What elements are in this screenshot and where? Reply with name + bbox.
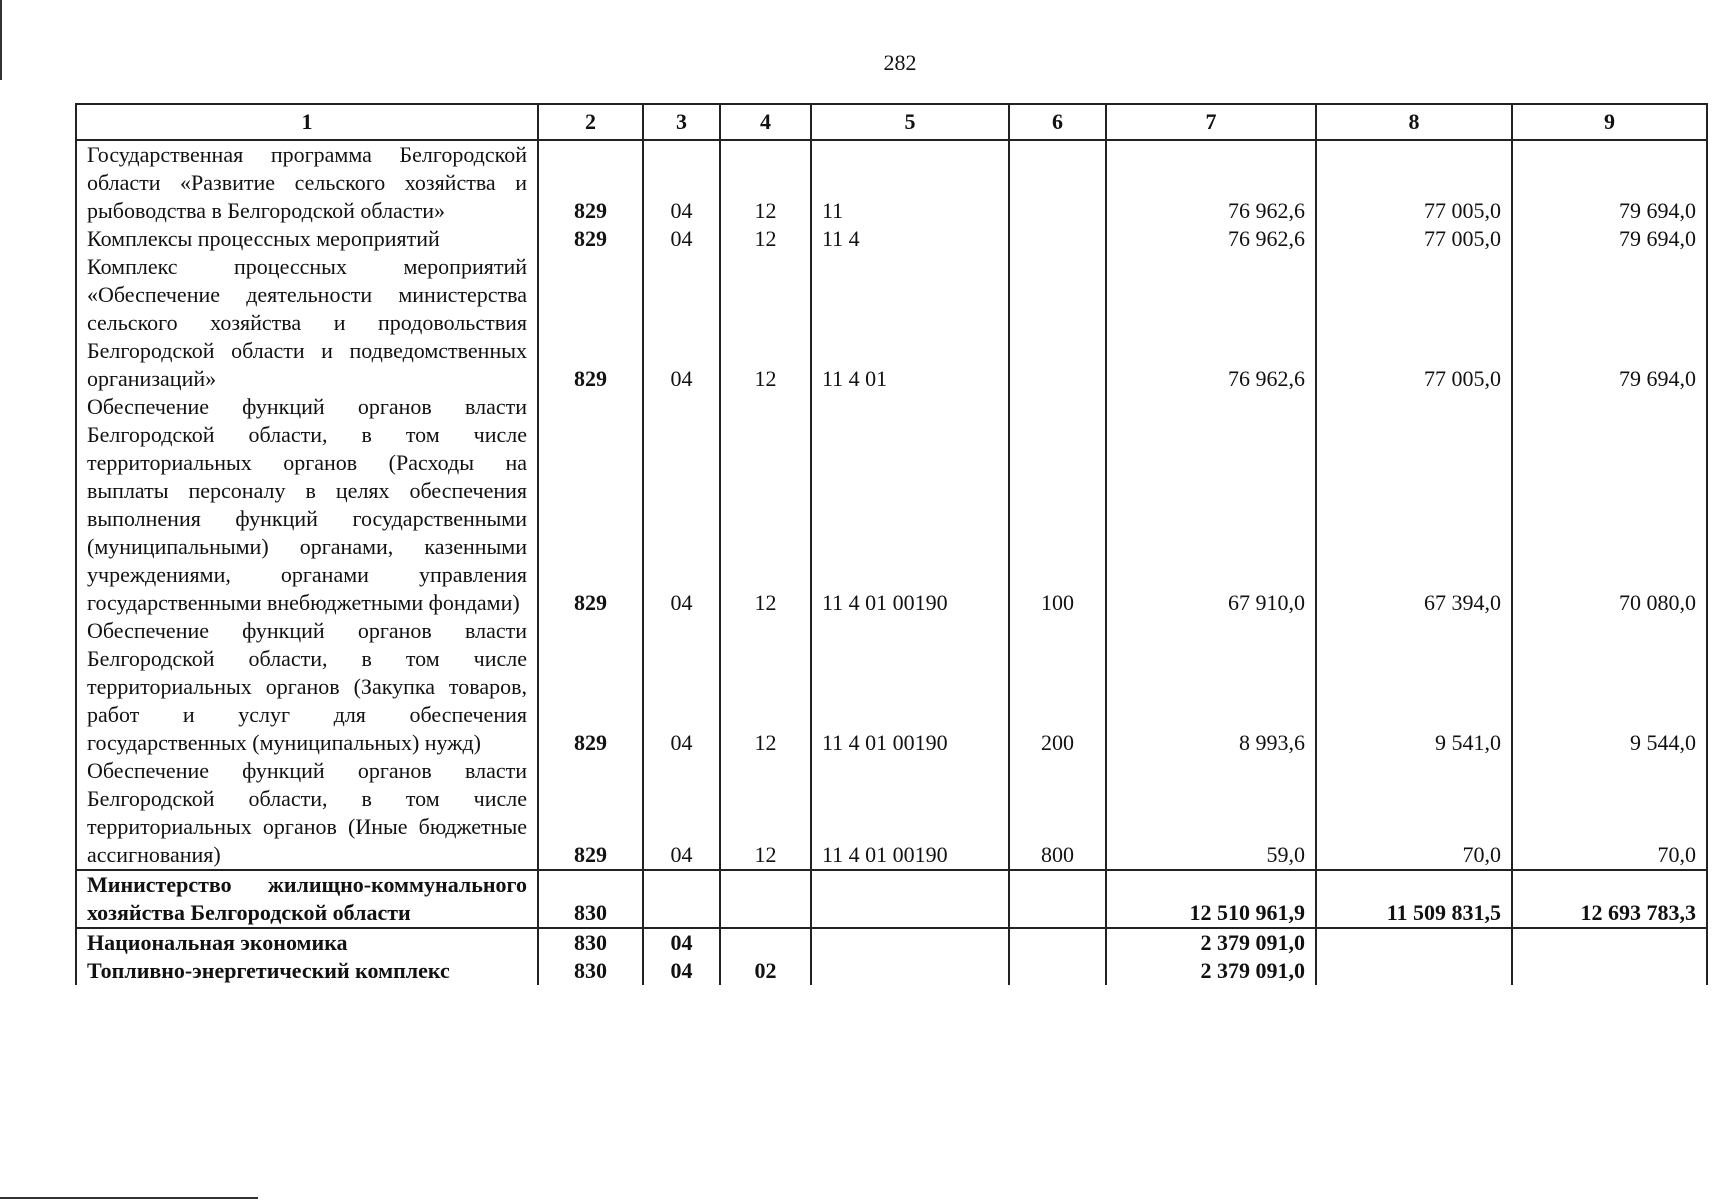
row-ministry-code: 829 <box>538 757 643 870</box>
row-expense-type-code <box>1009 140 1106 225</box>
row-expense-type-code <box>1009 225 1106 253</box>
row-subsection-code: 12 <box>720 617 811 757</box>
row-amount-col9: 70 080,0 <box>1512 393 1707 617</box>
row-amount-col9 <box>1512 928 1707 957</box>
row-ministry-code: 829 <box>538 225 643 253</box>
page-number: 282 <box>883 50 917 75</box>
column-header: 4 <box>720 104 811 140</box>
row-description: Топливно-энергетический комплекс <box>76 957 538 985</box>
row-amount-col9: 12 693 783,3 <box>1512 870 1707 928</box>
row-expense-type-code <box>1009 928 1106 957</box>
row-amount-col9: 70,0 <box>1512 757 1707 870</box>
row-target-article-code: 11 4 <box>811 225 1009 253</box>
row-subsection-code: 12 <box>720 225 811 253</box>
table-body <box>76 140 1707 985</box>
row-subsection-code: 12 <box>720 253 811 393</box>
row-amount-col8: 77 005,0 <box>1316 225 1512 253</box>
row-amount-col8: 70,0 <box>1316 757 1512 870</box>
row-section-code: 04 <box>643 253 720 393</box>
row-target-article-code <box>811 870 1009 928</box>
row-amount-col8: 9 541,0 <box>1316 617 1512 757</box>
budget-table <box>75 103 1708 985</box>
row-amount-col7: 76 962,6 <box>1106 140 1316 225</box>
row-amount-col7: 76 962,6 <box>1106 225 1316 253</box>
table-row <box>76 393 1707 617</box>
column-header: 3 <box>643 104 720 140</box>
table-row <box>76 957 1707 985</box>
row-amount-col7: 67 910,0 <box>1106 393 1316 617</box>
row-expense-type-code: 800 <box>1009 757 1106 870</box>
row-ministry-code: 830 <box>538 928 643 957</box>
row-amount-col8: 77 005,0 <box>1316 253 1512 393</box>
row-amount-col8: 67 394,0 <box>1316 393 1512 617</box>
row-amount-col8: 11 509 831,5 <box>1316 870 1512 928</box>
row-amount-col7: 2 379 091,0 <box>1106 928 1316 957</box>
table-row <box>76 225 1707 253</box>
row-description: Национальная экономика <box>76 928 538 957</box>
row-ministry-code: 830 <box>538 957 643 985</box>
row-subsection-code: 12 <box>720 393 811 617</box>
row-amount-col8 <box>1316 928 1512 957</box>
row-target-article-code: 11 <box>811 140 1009 225</box>
row-expense-type-code <box>1009 253 1106 393</box>
row-section-code: 04 <box>643 225 720 253</box>
row-target-article-code <box>811 928 1009 957</box>
row-amount-col7: 59,0 <box>1106 757 1316 870</box>
row-subsection-code: 02 <box>720 957 811 985</box>
row-section-code: 04 <box>643 393 720 617</box>
table-row <box>76 140 1707 225</box>
row-section-code: 04 <box>643 757 720 870</box>
row-ministry-code: 829 <box>538 140 643 225</box>
row-target-article-code: 11 4 01 00190 <box>811 757 1009 870</box>
row-amount-col7: 76 962,6 <box>1106 253 1316 393</box>
row-subsection-code: 12 <box>720 140 811 225</box>
row-amount-col9: 79 694,0 <box>1512 225 1707 253</box>
row-description: Обеспечение функций органов власти Белгородской области, в том числе территориальных органов (Иные бюджетные ассигнования) <box>76 757 538 870</box>
row-amount-col9 <box>1512 957 1707 985</box>
row-subsection-code: 12 <box>720 757 811 870</box>
row-section-code: 04 <box>643 140 720 225</box>
column-header: 9 <box>1512 104 1707 140</box>
column-header: 8 <box>1316 104 1512 140</box>
row-expense-type-code: 200 <box>1009 617 1106 757</box>
row-description: Комплексы процессных мероприятий <box>76 225 538 253</box>
table-header-row <box>76 104 1707 140</box>
row-expense-type-code <box>1009 870 1106 928</box>
row-amount-col8 <box>1316 957 1512 985</box>
row-expense-type-code <box>1009 957 1106 985</box>
row-description: Комплекс процессных мероприятий «Обеспечение деятельности министерства сельского хозяйства и продовольствия Белгородской области и подведомственных организаций» <box>76 253 538 393</box>
row-description: Обеспечение функций органов власти Белгородской области, в том числе территориальных органов (Закупка товаров, работ и услуг для обеспечения государственных (муниципальных) нужд) <box>76 617 538 757</box>
row-target-article-code <box>811 957 1009 985</box>
table-row <box>76 928 1707 957</box>
row-target-article-code: 11 4 01 <box>811 253 1009 393</box>
row-description: Министерство жилищно-коммунального хозяйства Белгородской области <box>76 870 538 928</box>
page-edge-mark <box>0 1197 258 1199</box>
row-description: Государственная программа Белгородской области «Развитие сельского хозяйства и рыбоводства в Белгородской области» <box>76 140 538 225</box>
row-description: Обеспечение функций органов власти Белгородской области, в том числе территориальных органов (Расходы на выплаты персоналу в целях обеспечения выполнения функций государственными (муниципальными) органами, казенными учреждениями, органами управления государственными внебюджетными фондами) <box>76 393 538 617</box>
row-ministry-code: 829 <box>538 393 643 617</box>
row-target-article-code: 11 4 01 00190 <box>811 393 1009 617</box>
table-row <box>76 870 1707 928</box>
column-header: 6 <box>1009 104 1106 140</box>
row-subsection-code <box>720 928 811 957</box>
column-header: 1 <box>76 104 538 140</box>
row-amount-col7: 2 379 091,0 <box>1106 957 1316 985</box>
row-section-code <box>643 870 720 928</box>
row-amount-col9: 9 544,0 <box>1512 617 1707 757</box>
row-amount-col7: 12 510 961,9 <box>1106 870 1316 928</box>
table-row <box>76 617 1707 757</box>
row-ministry-code: 830 <box>538 870 643 928</box>
row-section-code: 04 <box>643 617 720 757</box>
column-header: 2 <box>538 104 643 140</box>
row-subsection-code <box>720 870 811 928</box>
table-row <box>76 253 1707 393</box>
row-amount-col8: 77 005,0 <box>1316 140 1512 225</box>
row-expense-type-code: 100 <box>1009 393 1106 617</box>
row-amount-col9: 79 694,0 <box>1512 253 1707 393</box>
row-target-article-code: 11 4 01 00190 <box>811 617 1009 757</box>
row-ministry-code: 829 <box>538 617 643 757</box>
row-section-code: 04 <box>643 928 720 957</box>
table-row <box>76 757 1707 870</box>
column-header: 7 <box>1106 104 1316 140</box>
row-section-code: 04 <box>643 957 720 985</box>
row-amount-col7: 8 993,6 <box>1106 617 1316 757</box>
row-amount-col9: 79 694,0 <box>1512 140 1707 225</box>
row-ministry-code: 829 <box>538 253 643 393</box>
column-header: 5 <box>811 104 1009 140</box>
